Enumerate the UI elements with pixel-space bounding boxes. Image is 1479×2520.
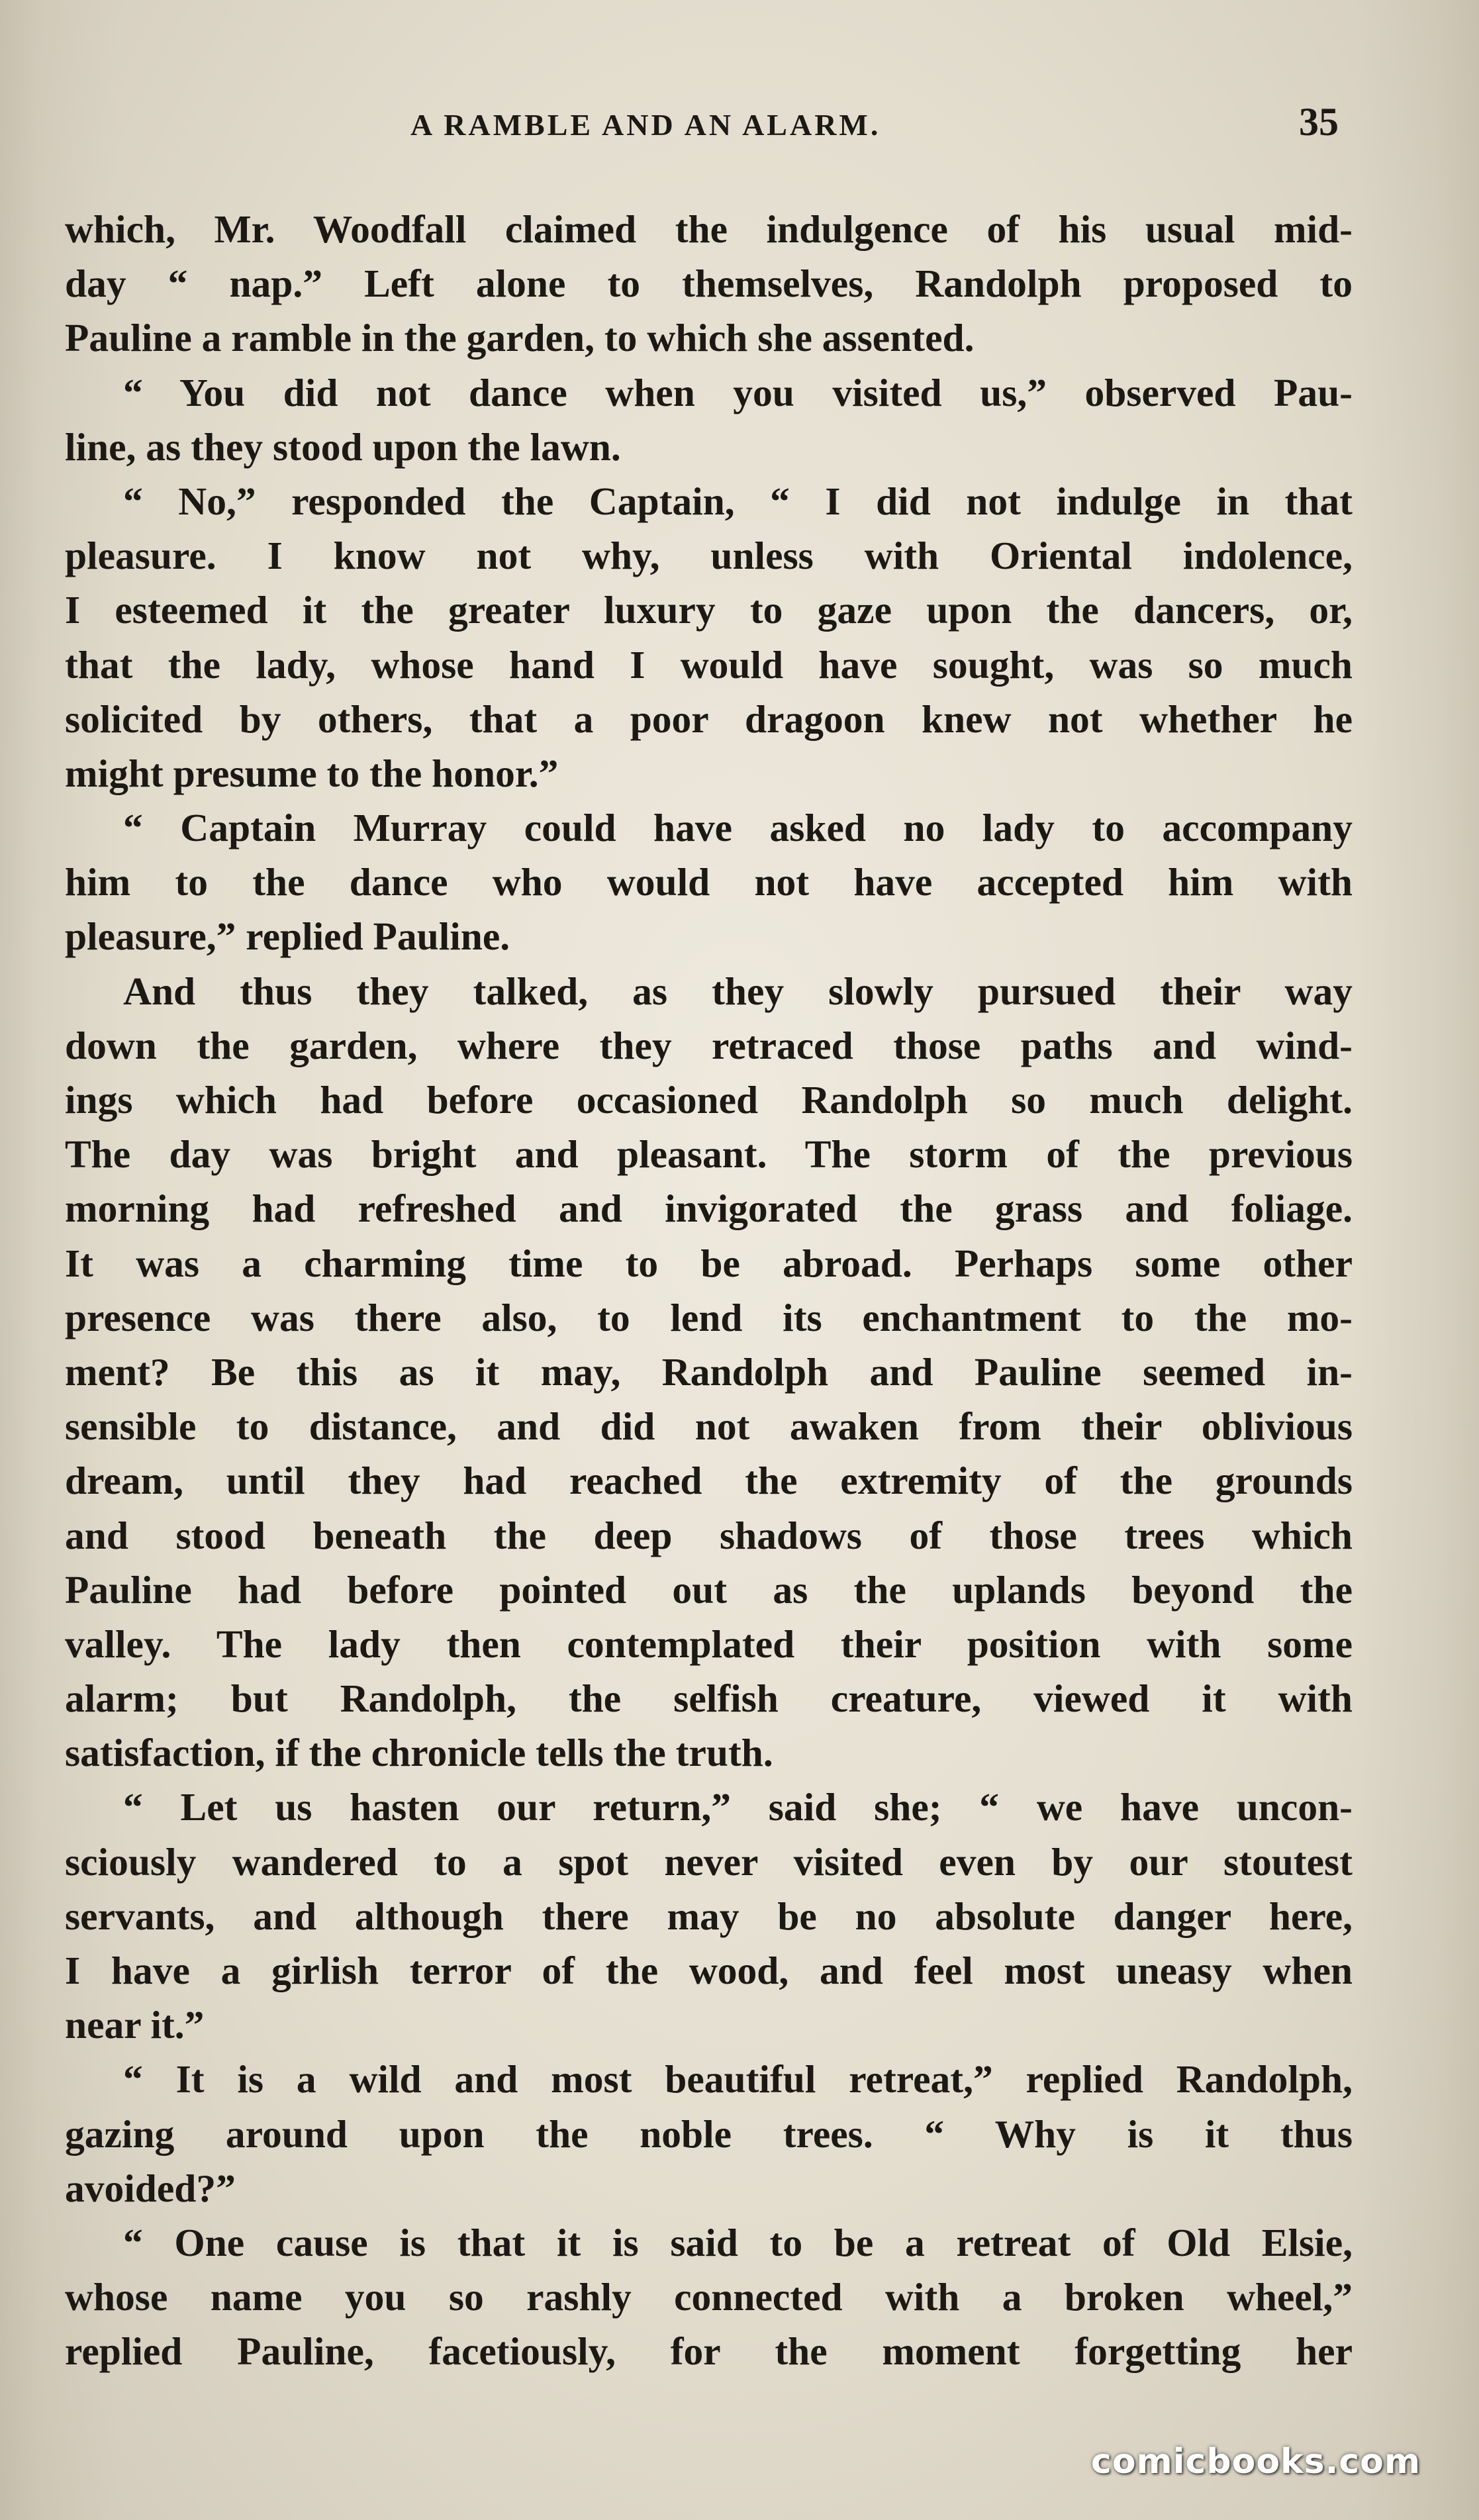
text-line: pleasure. I know not why, unless with Oriental indolence, [65, 534, 1353, 578]
text-line: sciously wandered to a spot never visited even by our stoutest [65, 1839, 1353, 1884]
text-line: servants, and although there may be no absolute danger here, [65, 1894, 1353, 1938]
text-line: and stood beneath the deep shadows of those trees which [65, 1513, 1353, 1557]
text-line: “ You did not dance when you visited us,” observed Pau- [123, 370, 1353, 414]
text-line: near it.” [65, 2003, 205, 2047]
text-line: ment? Be this as it may, Randolph and Pauline seemed in- [65, 1349, 1353, 1394]
text-line: pleasure,” replied Pauline. [65, 914, 510, 959]
text-line: It was a charming time to be abroad. Perhaps some other [65, 1241, 1353, 1285]
text-line: replied Pauline, facetiously, for the moment forgetting her [65, 2329, 1353, 2374]
text-line: “ Let us hasten our return,” said she; “ we have uncon- [123, 1785, 1353, 1829]
text-line: solicited by others, that a poor dragoon knew not whether he [65, 697, 1353, 741]
text-line: that the lady, whose hand I would have sought, was so much [65, 642, 1353, 687]
text-line: line, as they stood upon the lawn. [65, 424, 621, 469]
text-line: presence was there also, to lend its enchantment to the mo- [65, 1295, 1353, 1339]
text-line: down the garden, where they retraced those paths and wind- [65, 1023, 1353, 1067]
text-line: ings which had before occasioned Randolph so much delight. [65, 1078, 1353, 1122]
text-line: “ It is a wild and most beautiful retreat,” replied Randolph, [123, 2057, 1353, 2102]
text-line: The day was bright and pleasant. The storm of the previous [65, 1132, 1353, 1177]
text-line: I esteemed it the greater luxury to gaze upon the dancers, or, [65, 588, 1353, 632]
text-line: which, Mr. Woodfall claimed the indulgence of his usual mid- [65, 207, 1353, 251]
text-line: Pauline had before pointed out as the uplands beyond the [65, 1567, 1353, 1612]
text-line: Pauline a ramble in the garden, to which she assented. [65, 316, 975, 360]
text-line: might presume to the honor.” [65, 751, 559, 795]
text-line: valley. The lady then contemplated their position with some [65, 1622, 1353, 1666]
body-text [65, 202, 1353, 2379]
text-line: sensible to distance, and did not awaken from their oblivious [65, 1404, 1353, 1449]
text-line: whose name you so rashly connected with a broken wheel,” [65, 2275, 1353, 2319]
text-line: dream, until they had reached the extremity of the grounds [65, 1459, 1353, 1503]
text-line: gazing around upon the noble trees. “ Why is it thus [65, 2111, 1353, 2156]
text-line: avoided?” [65, 2166, 236, 2210]
text-line: “ No,” responded the Captain, “ I did not indulge in that [123, 479, 1353, 523]
running-head: A RAMBLE AND AN ALARM. [410, 108, 881, 142]
text-line: him to the dance who would not have accepted him with [65, 860, 1353, 904]
text-line: day “ nap.” Left alone to themselves, Randolph proposed to [65, 262, 1353, 306]
text-line: “ Captain Murray could have asked no lady to accompany [123, 806, 1353, 850]
page-number: 35 [1299, 100, 1339, 144]
text-line: “ One cause is that it is said to be a retreat of Old Elsie, [123, 2220, 1353, 2264]
page-header [0, 99, 1479, 159]
text-line: alarm; but Randolph, the selfish creature, viewed it with [65, 1676, 1353, 1721]
text-line: satisfaction, if the chronicle tells the truth. [65, 1731, 773, 1775]
text-line: And thus they talked, as they slowly pursued their way [123, 969, 1353, 1013]
watermark: comicbooks.com [1091, 2442, 1421, 2482]
text-line: morning had refreshed and invigorated the grass and foliage. [65, 1187, 1353, 1231]
text-line: I have a girlish terror of the wood, and feel most uneasy when [65, 1949, 1353, 1992]
